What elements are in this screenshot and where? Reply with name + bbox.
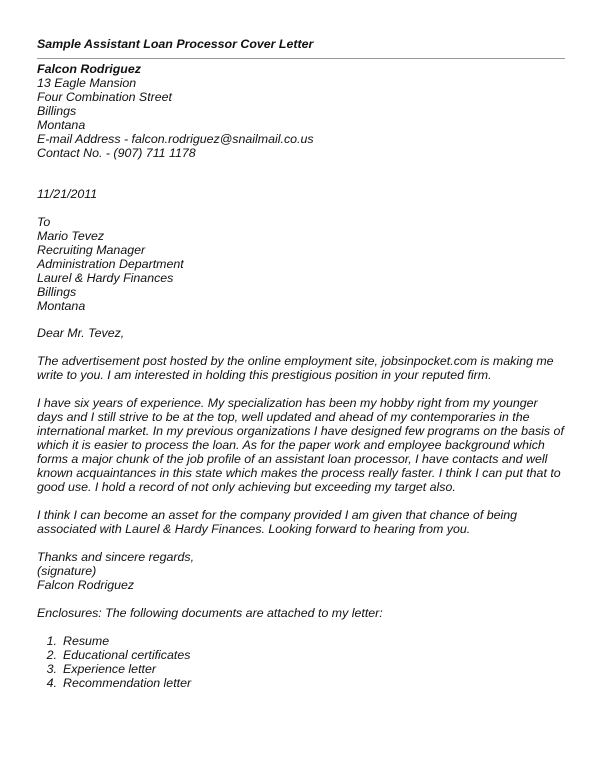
letter-date bbox=[37, 187, 565, 201]
enclosures-intro-text: Enclosures: The following documents are attached to my letter: bbox=[37, 606, 383, 620]
recipient-title: Recruiting Manager bbox=[37, 243, 146, 257]
sender-email: E-mail Address - falcon.rodriguez@snailmail.co.us bbox=[37, 132, 314, 146]
body-paragraph-1: The advertisement post hosted by the online employment site, jobsinpocket.com is making me write to you. I am interested in holding this prestigious position in your reputed firm. bbox=[37, 354, 554, 382]
sender-address-line2: Four Combination Street bbox=[37, 90, 172, 104]
enclosures-intro bbox=[37, 606, 565, 620]
list-item-text: Resume bbox=[63, 634, 110, 648]
closing-block bbox=[37, 550, 565, 592]
list-item-number: 3. bbox=[46, 662, 57, 676]
sender-address-line1: 13 Eagle Mansion bbox=[37, 76, 137, 90]
sender-name: Falcon Rodriguez bbox=[37, 62, 141, 76]
body-paragraph-2: I have six years of experience. My specialization has been my hobby right from my younger days and I still strive to be at the top, well updated and ahead of my contemporaries in the international market. In my previous organizations I have designed few programs on the basis of which it is easier to process the loan. As for the paper work and employee background which forms a major chunk of the job profile of an assistant loan processor, I have contacts and well known acquaintances in this state which makes the process really faster. I think I can put that to good use. I hold a record of not only achieving but exceeding my target also. bbox=[37, 396, 564, 494]
recipient-state: Montana bbox=[37, 299, 86, 313]
enclosures-list bbox=[37, 634, 191, 690]
list-item-text: Experience letter bbox=[63, 662, 156, 676]
date-text: 11/21/2011 bbox=[37, 187, 98, 201]
salutation-text: Dear Mr. Tevez, bbox=[37, 326, 125, 340]
closing-line: Thanks and sincere regards, bbox=[37, 550, 195, 564]
recipient-company: Laurel & Hardy Finances bbox=[37, 271, 174, 285]
body-paragraph-3: I think I can become an asset for the company provided I am given that chance of being associated with Laurel & Hardy Finances. Looking forward to hearing from you. bbox=[37, 508, 518, 536]
title-divider bbox=[37, 58, 565, 59]
sender-state: Montana bbox=[37, 118, 86, 132]
signature-placeholder: (signature) bbox=[37, 564, 97, 578]
list-item bbox=[37, 662, 191, 676]
recipient-city: Billings bbox=[37, 285, 77, 299]
list-item bbox=[37, 676, 191, 690]
recipient-name: Mario Tevez bbox=[37, 229, 105, 243]
list-item-number: 2. bbox=[46, 648, 57, 662]
recipient-to: To bbox=[37, 215, 51, 229]
list-item bbox=[37, 634, 191, 648]
list-item bbox=[37, 648, 191, 662]
recipient-department: Administration Department bbox=[37, 257, 184, 271]
sender-block bbox=[37, 62, 565, 160]
sender-city: Billings bbox=[37, 104, 77, 118]
list-item-text: Educational certificates bbox=[63, 648, 191, 662]
salutation bbox=[37, 326, 565, 340]
list-item-text: Recommendation letter bbox=[63, 676, 192, 690]
sender-contact: Contact No. - (907) 711 1178 bbox=[37, 146, 196, 160]
list-item-number: 4. bbox=[46, 676, 57, 690]
list-item-number: 1. bbox=[46, 634, 57, 648]
closing-name: Falcon Rodriguez bbox=[37, 578, 135, 592]
document-title: Sample Assistant Loan Processor Cover Letter bbox=[37, 37, 314, 51]
recipient-block bbox=[37, 215, 565, 313]
